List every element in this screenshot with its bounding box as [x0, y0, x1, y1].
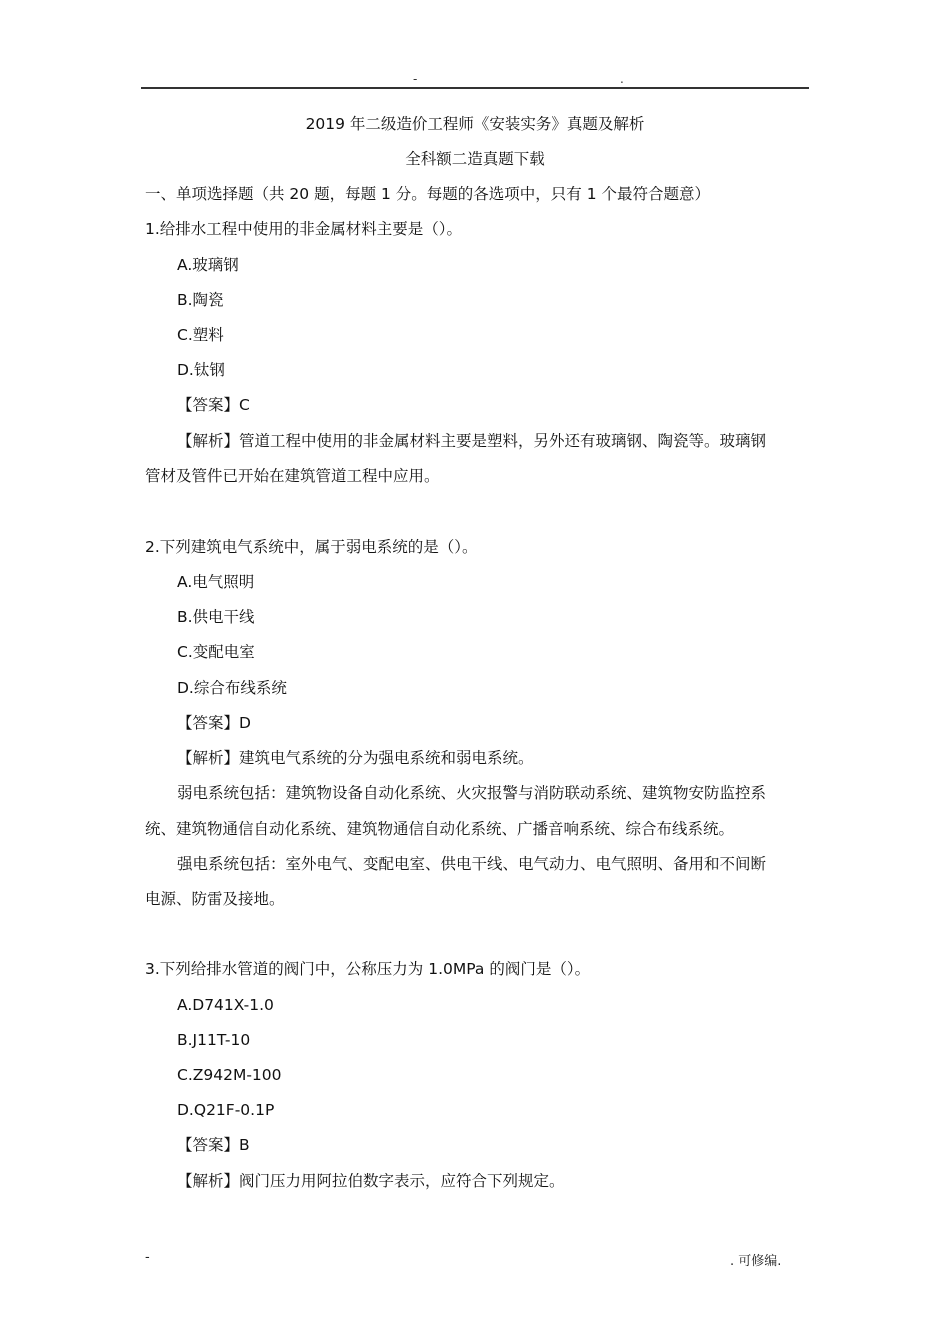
analysis-line: 【解析】阀门压力用阿拉伯数字表示，应符合下列规定。 — [177, 1172, 565, 1190]
header-rule — [141, 87, 809, 89]
analysis-line: 【解析】建筑电气系统的分为强电系统和弱电系统。 — [177, 749, 534, 767]
section-heading: 一、单项选择题（共 20 题，每题 1 分。每题的各选项中，只有 1 个最符合题意） — [145, 185, 711, 203]
analysis-line: 弱电系统包括：建筑物设备自动化系统、火灾报警与消防联动系统、建筑物安防监控系 — [177, 784, 767, 802]
header-mark-left: - — [413, 72, 418, 86]
document-title: 2019 年二级造价工程师《安装实务》真题及解析 — [305, 115, 645, 133]
question-option: B.供电干线 — [177, 608, 255, 626]
analysis-line: 【解析】管道工程中使用的非金属材料主要是塑料，另外还有玻璃钢、陶瓷等。玻璃钢 — [177, 432, 767, 450]
question-option: A.玻璃钢 — [177, 256, 239, 274]
answer-line: 【答案】D — [177, 714, 251, 732]
question-option: C.塑料 — [177, 326, 224, 344]
question-stem: 1.给排水工程中使用的非金属材料主要是（）。 — [145, 220, 463, 238]
question-option: A.D741X-1.0 — [177, 996, 274, 1014]
analysis-line: 统、建筑物通信自动化系统、建筑物通信自动化系统、广播音响系统、综合布线系统。 — [145, 820, 735, 838]
footer-note: . 可修编. — [730, 1254, 782, 1269]
analysis-line: 管材及管件已开始在建筑管道工程中应用。 — [145, 467, 440, 485]
question-stem: 2.下列建筑电气系统中，属于弱电系统的是（）。 — [145, 538, 478, 556]
question-option: B.陶瓷 — [177, 291, 224, 309]
answer-line: 【答案】C — [177, 396, 250, 414]
document-subtitle: 全科额二造真题下载 — [405, 150, 545, 168]
question-stem: 3.下列给排水管道的阀门中，公称压力为 1.0MPa 的阀门是（）。 — [145, 960, 591, 978]
question-option: B.J11T-10 — [177, 1031, 251, 1049]
question-option: A.电气照明 — [177, 573, 255, 591]
header-mark-right: . — [620, 72, 624, 86]
question-option: D.综合布线系统 — [177, 679, 287, 697]
question-option: C.变配电室 — [177, 643, 255, 661]
question-option: C.Z942M-100 — [177, 1066, 282, 1084]
footer-left-mark: - — [145, 1250, 150, 1265]
analysis-line: 强电系统包括：室外电气、变配电室、供电干线、电气动力、电气照明、备用和不间断 — [177, 855, 767, 873]
question-option: D.Q21F-0.1P — [177, 1101, 275, 1119]
question-option: D.钛钢 — [177, 361, 225, 379]
analysis-line: 电源、防雷及接地。 — [145, 890, 285, 908]
answer-line: 【答案】B — [177, 1136, 250, 1154]
